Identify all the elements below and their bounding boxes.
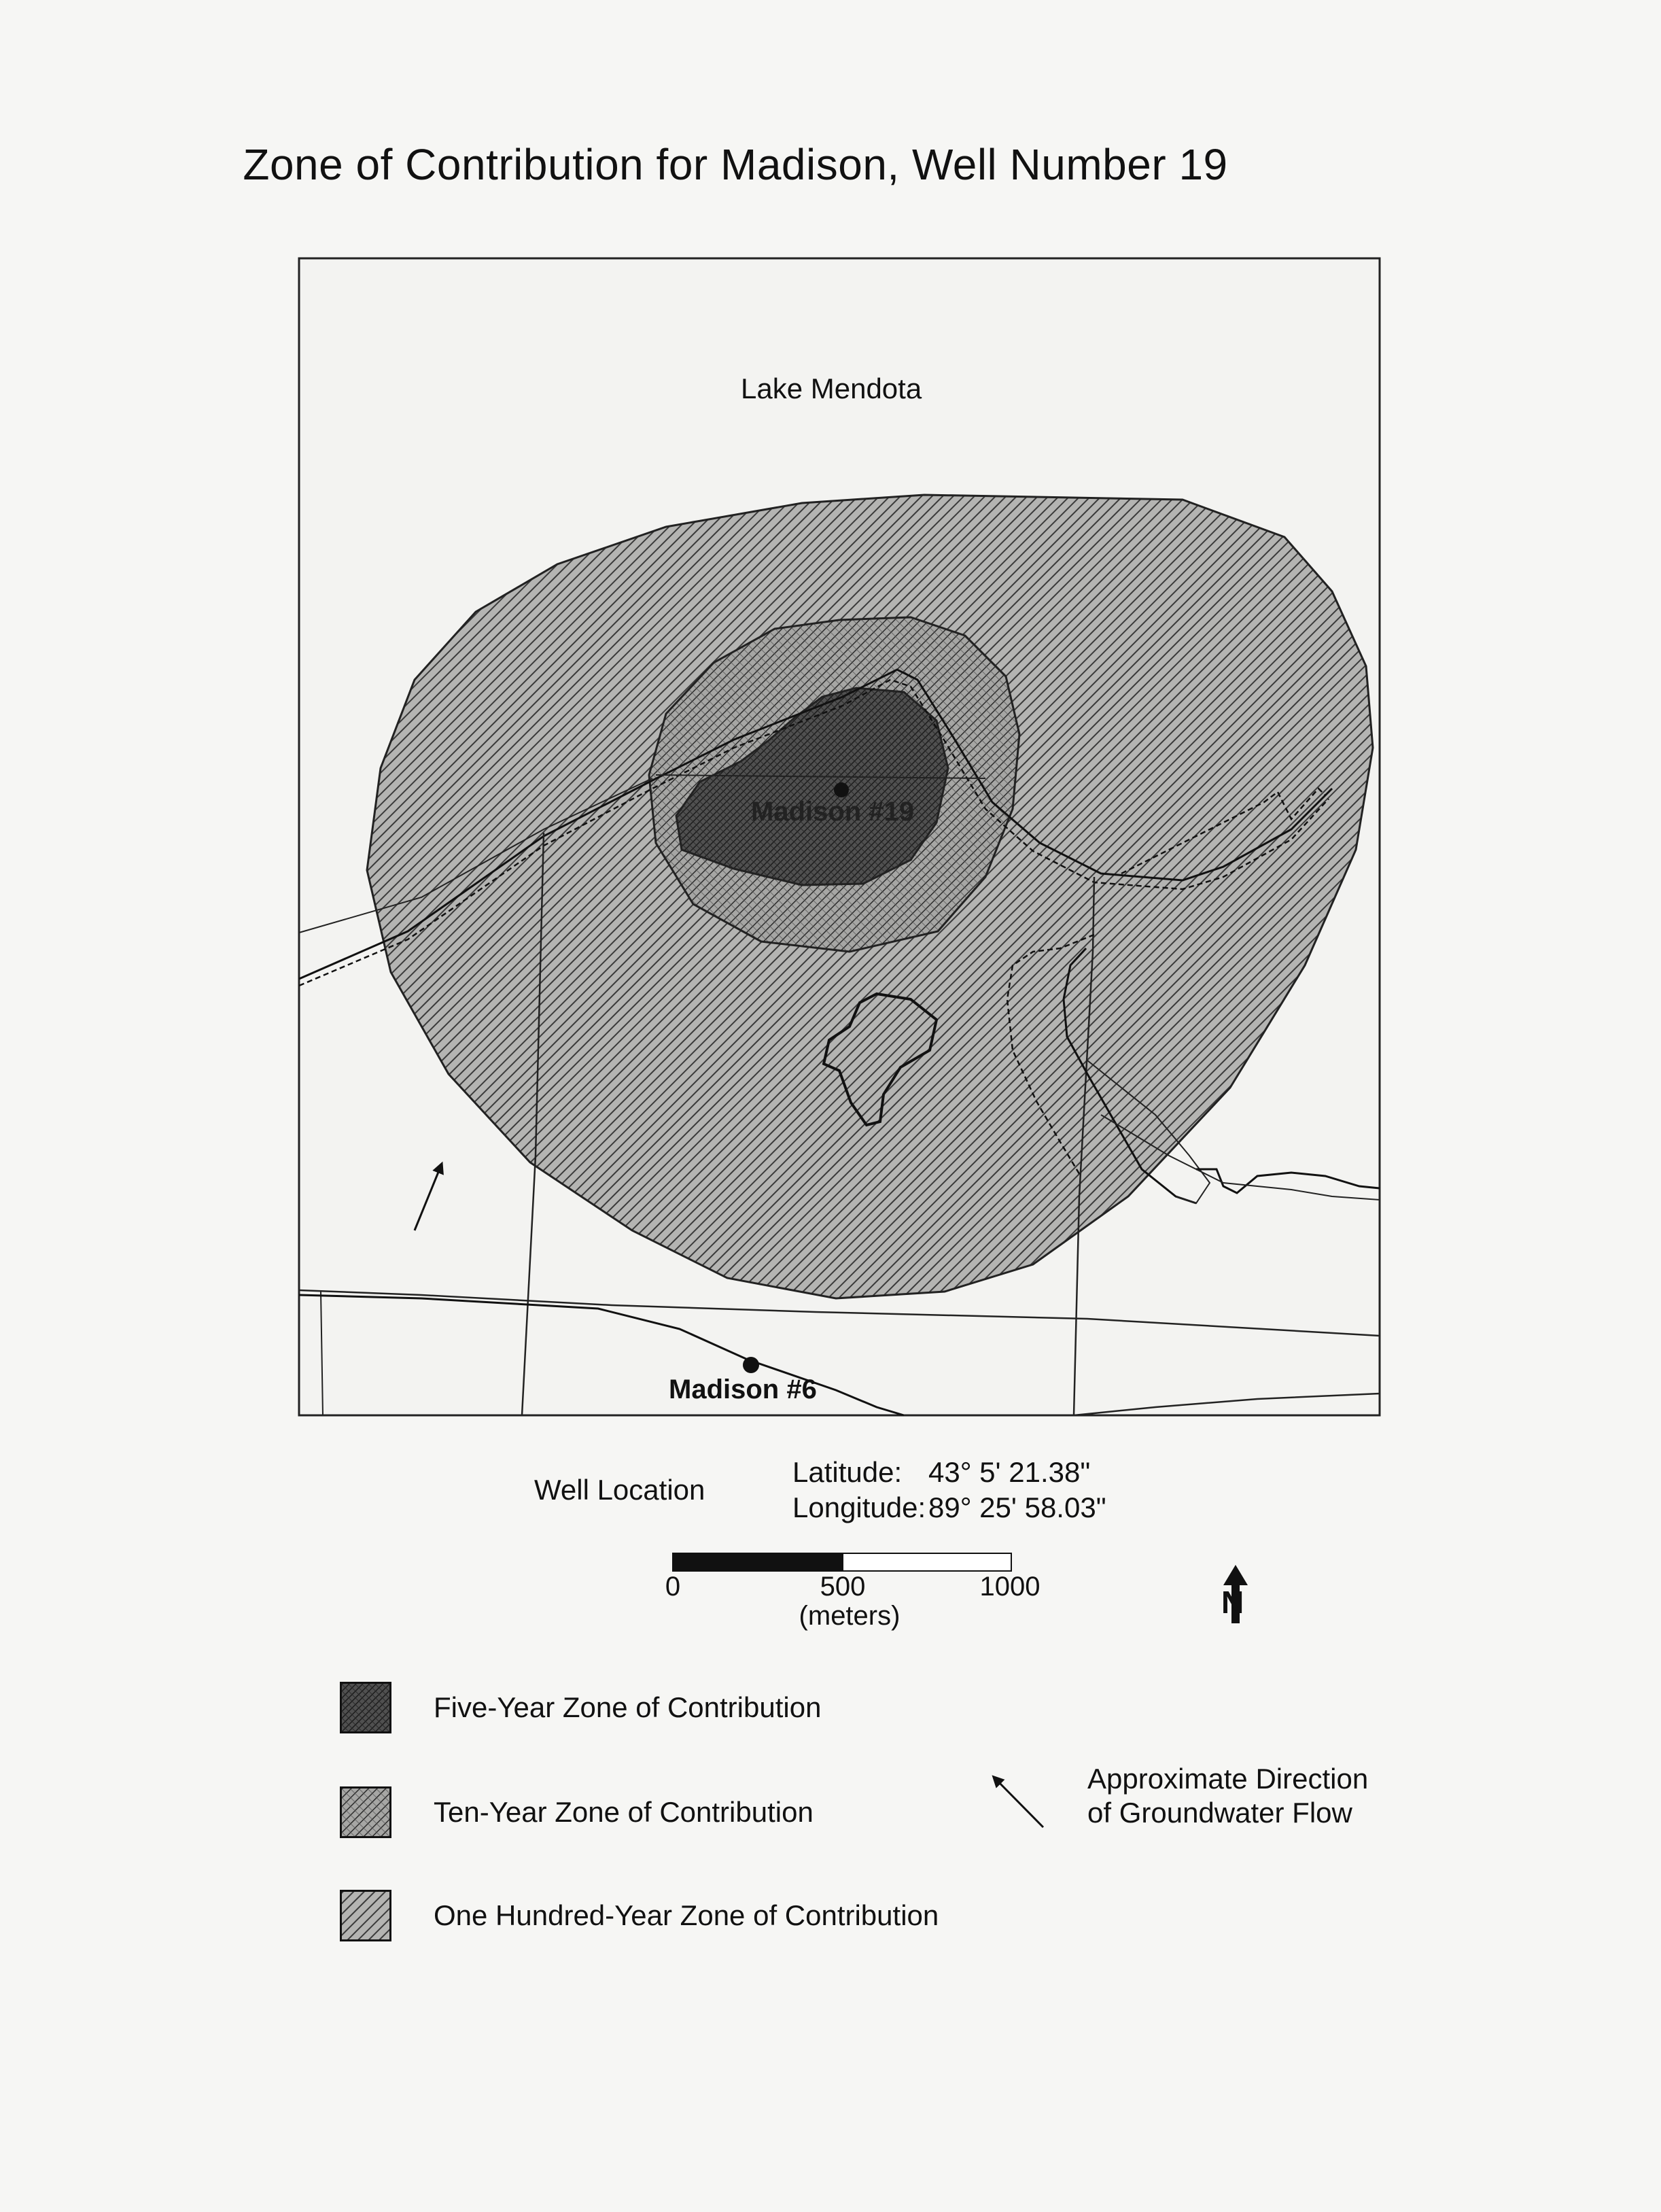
scale-unit: (meters): [799, 1601, 901, 1631]
legend-item-hundred-year: [340, 1890, 1223, 1944]
well-coordinates: [792, 1455, 1106, 1525]
legend-label-ten-year: Ten-Year Zone of Contribution: [434, 1796, 814, 1828]
scale-bar-black: [673, 1553, 843, 1571]
flow-label-line-2: of Groundwater Flow: [1087, 1797, 1352, 1829]
legend-swatch-hundred-year: [340, 1890, 391, 1941]
scale-tick-500: 500: [820, 1572, 866, 1602]
latitude-row: [792, 1455, 1106, 1490]
longitude-value: 89° 25' 58.03": [928, 1491, 1106, 1523]
legend-label-hundred-year: One Hundred-Year Zone of Contribution: [434, 1899, 939, 1931]
legend-label-five-year: Five-Year Zone of Contribution: [434, 1691, 822, 1723]
legend-item-five-year: [340, 1682, 1223, 1736]
legend-swatch-ten-year: [340, 1786, 391, 1838]
well-location-label: Well Location: [534, 1474, 705, 1506]
flow-direction-label: [1087, 1762, 1368, 1830]
well-marker-madison-6: [743, 1357, 759, 1373]
lake-label: Lake Mendota: [741, 373, 922, 404]
north-letter: N: [1221, 1585, 1244, 1620]
longitude-row: [792, 1490, 1106, 1525]
longitude-label: Longitude:: [792, 1491, 926, 1523]
latitude-label: Latitude:: [792, 1456, 903, 1488]
well-marker-madison-19: [834, 782, 849, 797]
well-label-madison-6: Madison #6: [669, 1375, 817, 1404]
page-title: Zone of Contribution for Madison, Well Number 19: [243, 140, 1228, 189]
well-label-madison-19: Madison #19: [751, 797, 915, 827]
latitude-value: 43° 5' 21.38": [928, 1456, 1091, 1488]
scale-tick-0: 0: [665, 1572, 681, 1602]
scale-tick-1000: 1000: [979, 1572, 1041, 1602]
scale-bar-white: [843, 1553, 1011, 1571]
flow-label-line-1: Approximate Direction: [1087, 1763, 1369, 1795]
legend-swatch-five-year: [340, 1682, 391, 1733]
